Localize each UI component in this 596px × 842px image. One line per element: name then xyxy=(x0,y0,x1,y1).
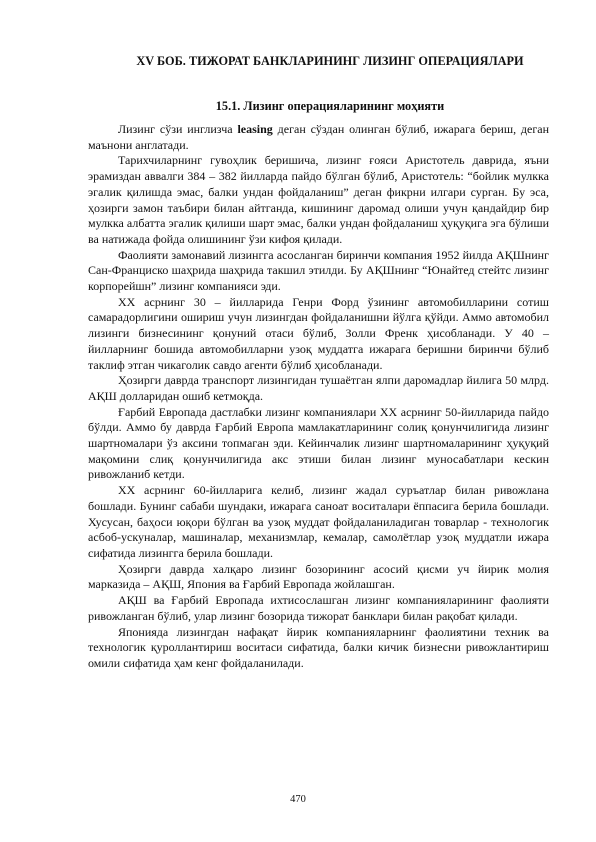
paragraph-8: Ҳозирги даврда халқаро лизинг бозорининг асосий қисми уч йирик молия марказида – АҚШ, Япония ва Ғарбий Европада жойлашган. xyxy=(88,561,549,592)
section-title: 15.1. Лизинг операцияларининг моҳияти xyxy=(215,99,445,113)
chapter-title: XV БОБ. ТИЖОРАТ БАНКЛАРИНИНГ ЛИЗИНГ ОПЕРАЦИЯЛАРИ xyxy=(136,54,524,68)
paragraph-10: Японияда лизингдан нафақат йирик компанияларнинг фаолиятини техник ва технологик қуроллантириш воситаси сифатида, балки кичик бизнесни ривожлантириш омили сифатида ҳам кенг фойдаланилади. xyxy=(88,624,549,670)
paragraph-5: Ҳозирги даврда транспорт лизингидан тушаётган ялпи даромадлар йилига 50 млрд. АҚШ долларидан ошиб кетмоқда. xyxy=(88,373,549,403)
paragraph-1 xyxy=(88,122,549,153)
paragraph-1-lead: Лизинг сўзи инглизча xyxy=(118,122,238,136)
paragraph-9: АҚШ ва Ғарбий Европада ихтисослашган лизинг компанияларининг фаолияти ривожланган бўлиб, улар лизинг бозорида тижорат банклари билан рақобат қилади. xyxy=(88,593,549,623)
document-body xyxy=(88,122,549,672)
paragraph-6: Ғарбий Европада дастлабки лизинг компаниялари XX асрнинг 50-йилларида пайдо бўлди. Аммо бу даврда Ғарбий Европа мамлакатларининг солиқ қонунчилигида лизинг шартномалари ўз аксини топмаган эди. Кейинчалик лизинг шартномаларининг ҳуқуқий мақомини слиқ қонунчилигида акс этиши билан лизинг муносабатлари кескин ривожланиб кетди. xyxy=(88,404,549,482)
leasing-term: leasing xyxy=(237,122,273,136)
paragraph-3: Фаолияти замонавий лизингга асосланган биринчи компания 1952 йилда АҚШнинг Сан-Франциско шаҳрида шаҳрида такшил этилди. Бу АҚШнинг “Юнайтед стейтс лизинг корпорейшн” лизинг компанияси эди. xyxy=(88,247,549,294)
page-number: 470 xyxy=(290,794,306,805)
paragraph-2: Тарихчиларнинг гувоҳлик беришича, лизинг ғояси Аристотель даврида, яъни эрамиздан аввалги 384 – 382 йилларда пайдо бўлган бўлиб, Аристотель: “бойлик мулкка эгалик қилишда эмас, балки ундан фойдаланиш” деган фикрни илгари сурган. Бу эса, ҳозирги замон таъбири билан айтганда, кишининг даромад олиши учун қандайдир бир мулкка албатта эгалик қилиши шарт эмас, балки ундан фойдаланиш ҳуқуқига эга бўлиши ва натижада фойда олишининг ўзи кифоя қилади. xyxy=(88,153,549,246)
paragraph-1-rest: деган сўздан олинган бўлиб, ижарага бериш, деган маънони англатади. xyxy=(88,122,550,152)
paragraph-4: XX асрнинг 30 – йилларида Генри Форд ўзининг автомобилларини сотиш самарадорлигини ошириш учун лизингдан фойдаланишни йўлга қўйди. Аммо автомобил лизинги бизнесининг қонуний отаси бўлиб, Золли Френк ҳисобланади. У 40 – йилларнинг бошида автомобилларни узоқ муддатга ижарага беришни биринчи бўлиб таклиф этган чикаголик савдо агенти бўлиб ҳисобланади. xyxy=(88,294,549,372)
paragraph-7: XX асрнинг 60-йилларига келиб, лизинг жадал суръатлар билан ривожлана бошлади. Бунинг сабаби шундаки, ижарага саноат воситалари ёппасига берила бошлади. Хусусан, баҳоси юқори бўлган ва узоқ муддат фойдаланиладиган товарлар - технологик асбоб-ускуналар, машиналар, механизмлар, кемалар, самолётлар узоқ муддатли ижара сифатида лизингга берила бошлади. xyxy=(88,483,549,560)
